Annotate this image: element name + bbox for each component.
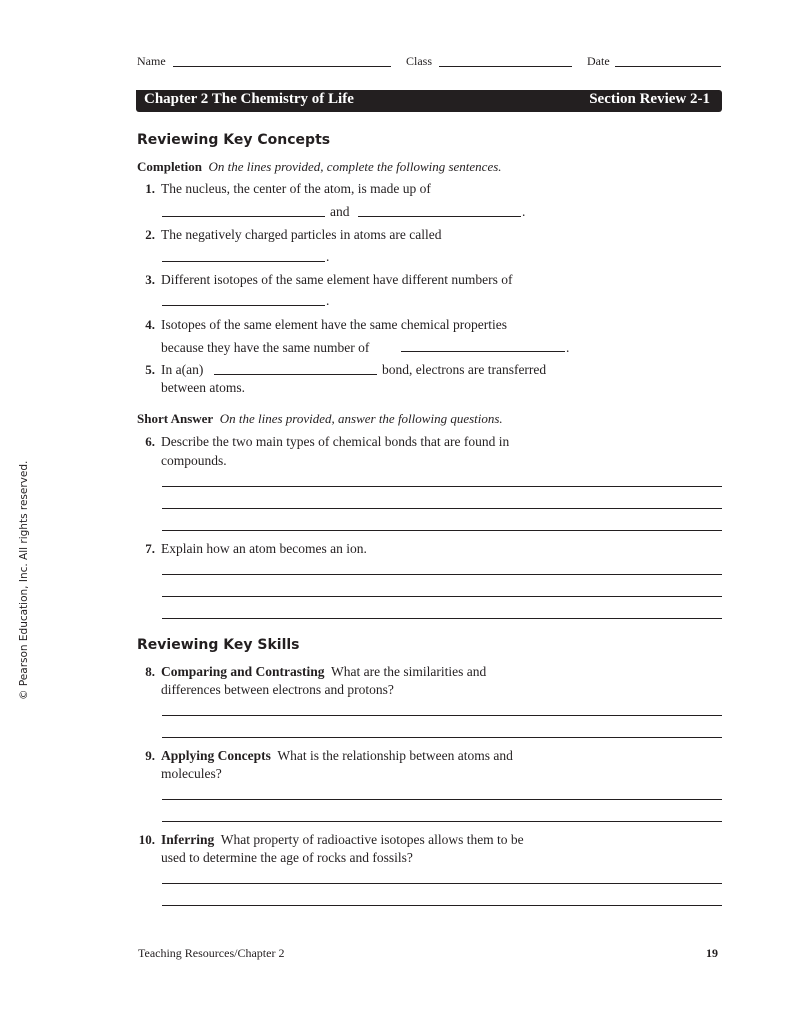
q4-blank[interactable] — [401, 351, 565, 352]
q1-blank-2[interactable] — [358, 216, 521, 217]
q10-text — [161, 831, 524, 849]
q9-skill: Applying Concepts — [161, 748, 271, 763]
q4-text: Isotopes of the same element have the same chemical properties — [161, 317, 507, 332]
concepts-heading: Reviewing Key Concepts — [137, 132, 331, 148]
q4-end: . — [566, 340, 570, 355]
short-answer-label: Short Answer — [137, 411, 214, 426]
q5-number: 5. — [145, 362, 155, 377]
q4-text-2: because they have the same number of — [161, 340, 370, 355]
q7-answer-line-3[interactable] — [162, 618, 722, 619]
q9-text — [161, 747, 513, 765]
completion-label: Completion — [137, 159, 202, 174]
q5-blank[interactable] — [214, 374, 377, 375]
class-field[interactable] — [439, 66, 572, 67]
name-label: Name — [137, 54, 166, 68]
q8-answer-line-1[interactable] — [162, 715, 722, 716]
q9-answer-line-1[interactable] — [162, 799, 722, 800]
q10-question: What property of radioactive isotopes allows them to be — [220, 832, 524, 847]
completion-text: On the lines provided, complete the following sentences. — [208, 159, 502, 174]
q6-number: 6. — [145, 434, 155, 449]
q7-answer-line-2[interactable] — [162, 596, 722, 597]
q4-number: 4. — [145, 317, 155, 332]
q8-text — [161, 663, 486, 681]
section-title: Section Review 2-1 — [589, 91, 710, 107]
chapter-title: Chapter 2 The Chemistry of Life — [144, 91, 354, 107]
q8-answer-line-2[interactable] — [162, 737, 722, 738]
q7-text: Explain how an atom becomes an ion. — [161, 541, 367, 556]
q10-skill: Inferring — [161, 832, 215, 847]
q9-number: 9. — [145, 748, 155, 763]
q3-blank[interactable] — [162, 305, 325, 306]
copyright-note: © Pearson Education, Inc. All rights reserved. — [18, 460, 30, 700]
q10-number: 10. — [138, 832, 155, 847]
q10-answer-line-2[interactable] — [162, 905, 722, 906]
q2-blank[interactable] — [162, 261, 325, 262]
q8-question: What are the similarities and — [331, 664, 487, 679]
q10-text-2: used to determine the age of rocks and fossils? — [161, 850, 413, 865]
completion-instruction — [137, 159, 502, 175]
q9-answer-line-2[interactable] — [162, 821, 722, 822]
name-field[interactable] — [173, 66, 391, 67]
q1-end: . — [522, 204, 526, 219]
q1-join: and — [330, 204, 350, 219]
date-label: Date — [587, 54, 610, 68]
q7-number: 7. — [145, 541, 155, 556]
q9-question: What is the relationship between atoms and — [277, 748, 513, 763]
q10-answer-line-1[interactable] — [162, 883, 722, 884]
q3-text: Different isotopes of the same element have different numbers of — [161, 272, 513, 287]
q8-skill: Comparing and Contrasting — [161, 664, 325, 679]
q1-text: The nucleus, the center of the atom, is made up of — [161, 181, 431, 196]
q6-text: Describe the two main types of chemical bonds that are found in — [161, 434, 510, 449]
class-label: Class — [406, 54, 433, 68]
q8-text-2: differences between electrons and protons? — [161, 682, 394, 697]
short-answer-instruction — [137, 411, 503, 427]
q6-text-2: compounds. — [161, 453, 227, 468]
page-number: 19 — [706, 946, 718, 960]
q5-text-after: bond, electrons are transferred — [382, 362, 547, 377]
date-field[interactable] — [615, 66, 721, 67]
q5-text: In a(an) — [161, 362, 204, 377]
q3-number: 3. — [145, 272, 155, 287]
q9-text-2: molecules? — [161, 766, 222, 781]
q7-answer-line-1[interactable] — [162, 574, 722, 575]
q1-number: 1. — [145, 181, 155, 196]
q2-end: . — [326, 249, 330, 264]
q6-answer-line-2[interactable] — [162, 508, 722, 509]
chapter-banner — [136, 90, 722, 112]
q6-answer-line-1[interactable] — [162, 486, 722, 487]
footer-source: Teaching Resources/Chapter 2 — [138, 946, 285, 960]
short-answer-text: On the lines provided, answer the following questions. — [219, 411, 503, 426]
q8-number: 8. — [145, 664, 155, 679]
q3-end: . — [326, 293, 330, 308]
q6-answer-line-3[interactable] — [162, 530, 722, 531]
q5-text-2: between atoms. — [161, 380, 245, 395]
q1-blank-1[interactable] — [162, 216, 325, 217]
skills-heading: Reviewing Key Skills — [137, 637, 300, 653]
q2-text: The negatively charged particles in atoms are called — [161, 227, 442, 242]
q2-number: 2. — [145, 227, 155, 242]
